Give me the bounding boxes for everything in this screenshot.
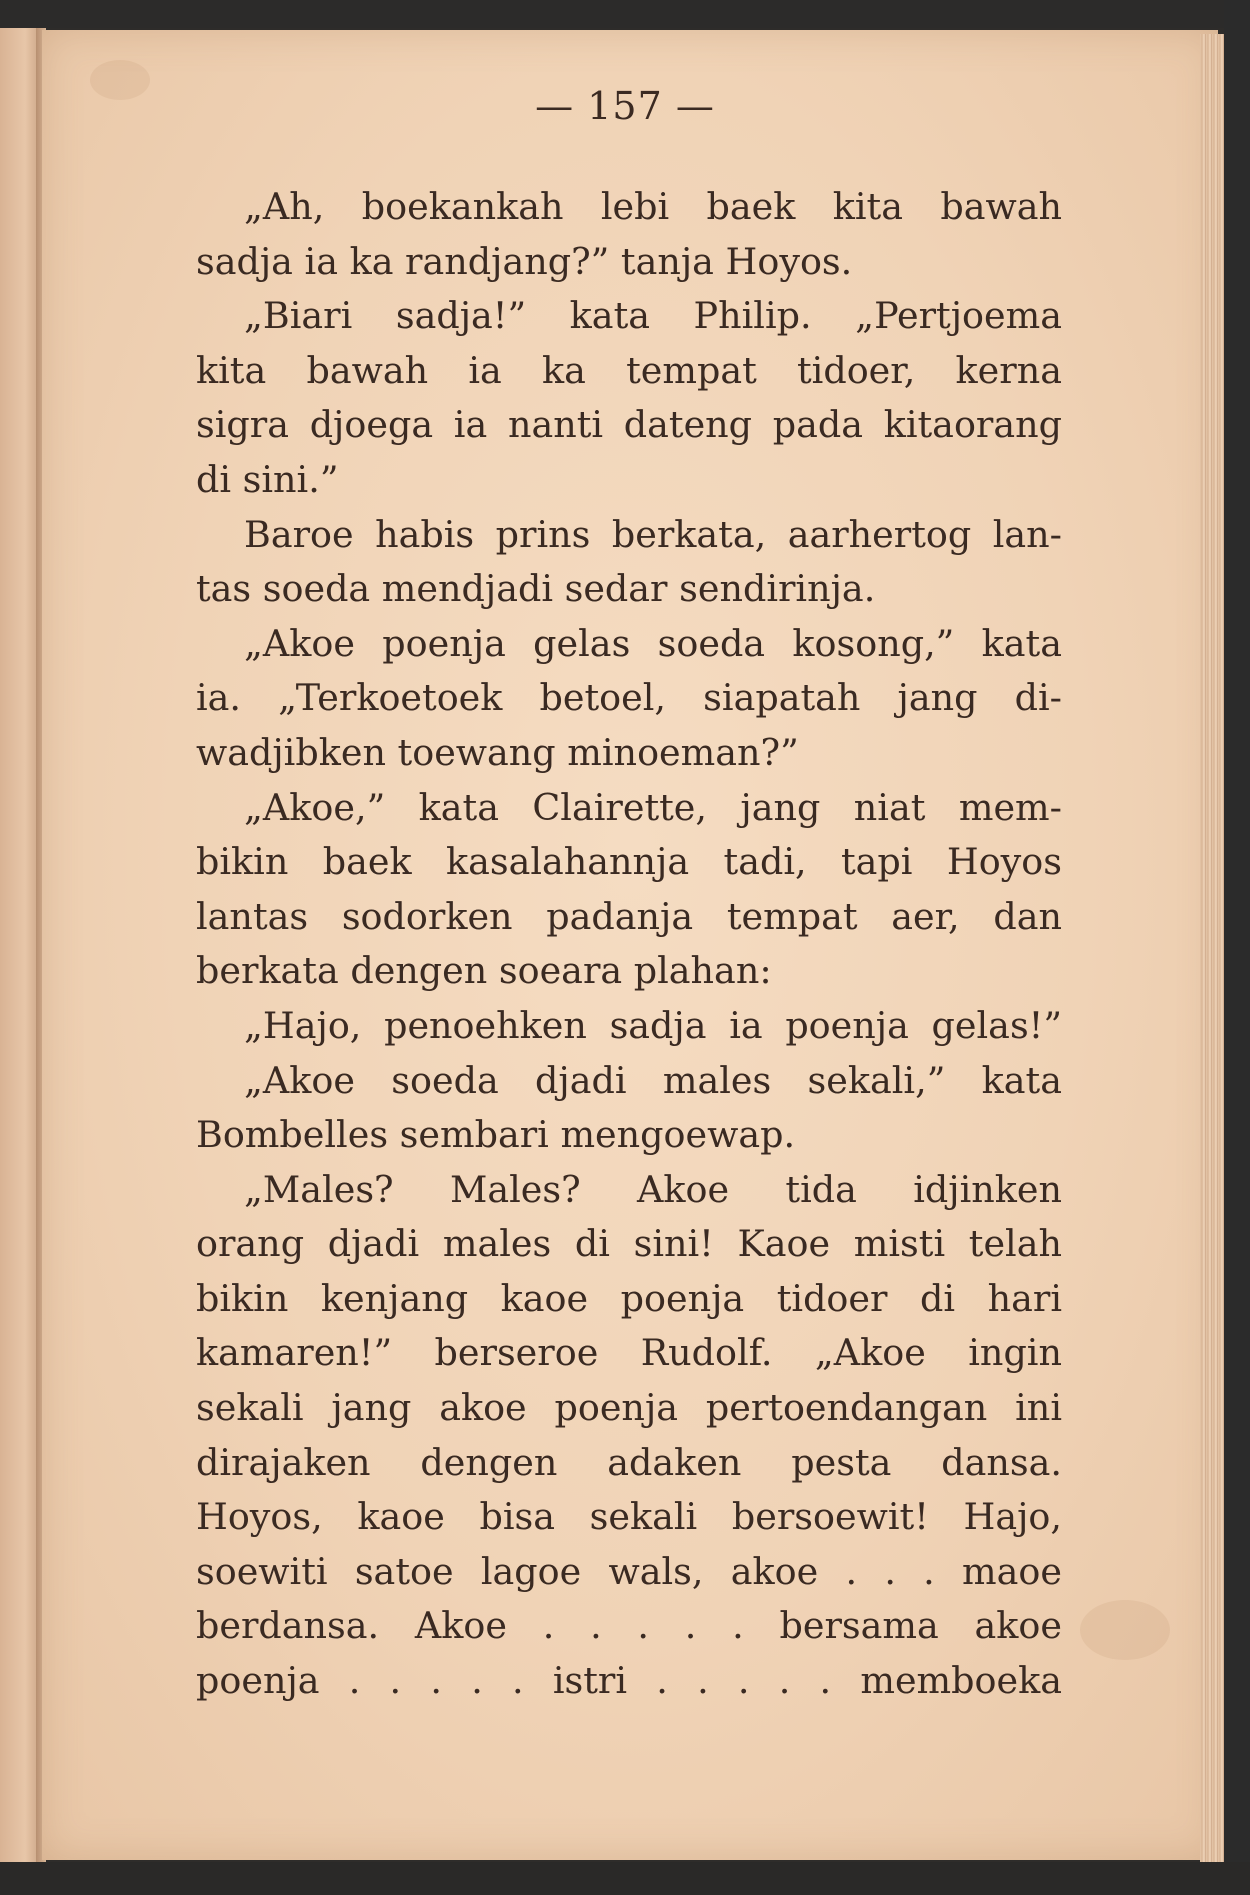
text-line: kamaren!” berseroe Rudolf. „Akoe ingin [196, 1331, 1062, 1375]
text-line: „Males? Males? Akoe tida idjinken [244, 1167, 1062, 1211]
text-line: „Ah, boekankah lebi baek kita bawah [244, 185, 1062, 228]
text-line: Hoyos, kaoe bisa sekali bersoewit! Hajo, [196, 1495, 1062, 1539]
text-line: di sini.” [196, 457, 339, 501]
scanner-background-top [0, 0, 1250, 28]
text-line: wadjibken toewang minoeman?” [196, 730, 799, 774]
text-line: sekali jang akoe poenja pertoendangan ini [196, 1386, 1062, 1430]
text-line: „Biari sadja!” kata Philip. „Pertjoema [244, 294, 1062, 338]
text-line: soewiti satoe lagoe wals, akoe . . . maoe [196, 1549, 1062, 1593]
text-line: orang djadi males di sini! Kaoe misti telah [196, 1222, 1062, 1266]
text-line: poenja . . . . . istri . . . . . memboeka [196, 1659, 1062, 1703]
body-text [196, 180, 1062, 1709]
text-line: „Hajo, penoehken sadja ia poenja gelas!” [244, 1003, 1062, 1047]
text-line: bikin baek kasalahannja tadi, tapi Hoyos [196, 840, 1062, 884]
text-line: dirajaken dengen adaken pesta dansa. [196, 1440, 1062, 1484]
text-line: „Akoe soeda djadi males sekali,” kata [244, 1058, 1062, 1102]
paper-stain [1080, 1600, 1170, 1660]
scanner-background-bottom [0, 1862, 1250, 1895]
page-stack-edges [1200, 34, 1224, 1864]
scanner-background-right [1224, 0, 1250, 1895]
page-number-header: — 157 — [535, 84, 715, 128]
text-line: „Akoe poenja gelas soeda kosong,” kata [244, 621, 1062, 665]
text-line: lantas sodorken padanja tempat aer, dan [196, 894, 1062, 938]
text-line: sigra djoega ia nanti dateng pada kitaorang [196, 403, 1062, 447]
text-line: Bombelles sembari mengoewap. [196, 1113, 796, 1157]
text-line: „Akoe,” kata Clairette, jang niat mem- [244, 785, 1062, 829]
text-line: berkata dengen soeara plahan: [196, 949, 772, 993]
text-line: bikin kenjang kaoe poenja tidoer di hari [196, 1276, 1062, 1320]
text-line: berdansa. Akoe . . . . . bersama akoe [196, 1604, 1062, 1648]
text-line: tas soeda mendjadi sedar sendirinja. [196, 567, 876, 611]
text-line: ia. „Terkoetoek betoel, siapatah jang di- [196, 676, 1062, 720]
text-line: Baroe habis prins berkata, aarhertog lan- [244, 512, 1062, 556]
text-line: kita bawah ia ka tempat tidoer, kerna [196, 348, 1062, 392]
text-line: sadja ia ka randjang?” tanja Hoyos. [196, 239, 853, 283]
